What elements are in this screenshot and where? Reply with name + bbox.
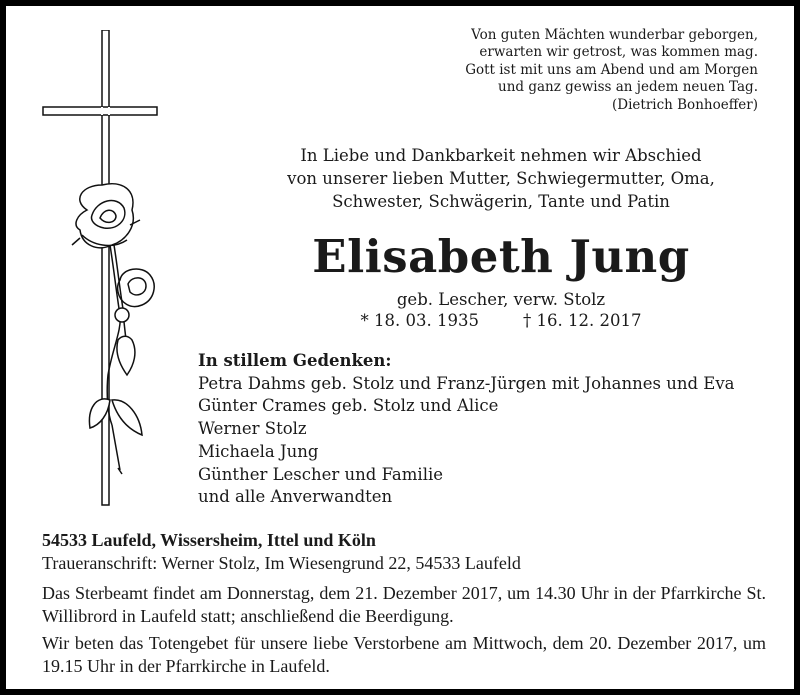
life-dates xyxy=(246,310,756,331)
mourner: Petra Dahms geb. Stolz und Franz-Jürgen mit Johannes und Eva xyxy=(198,373,735,393)
death-date: † 16. 12. 2017 xyxy=(523,311,642,330)
mourner: und alle Anverwandten xyxy=(198,487,393,507)
quote-line: Gott ist mit uns am Abend und am Morgen xyxy=(465,61,758,78)
funeral-notice: Das Sterbeamt findet am Donnerstag, dem 21. Dezember 2017, um 14.30 Uhr in der Pfarrkirche St. Willibrord in Laufeld statt; anschließend die Beerdigung. xyxy=(42,583,766,626)
mourner: Werner Stolz xyxy=(198,419,307,439)
intro-line: von unserer lieben Mutter, Schwiegermutter, Oma, xyxy=(287,169,715,188)
mourning-address: Traueranschrift: Werner Stolz, Im Wiesengrund 22, 54533 Laufeld xyxy=(42,552,521,573)
prayer-notice: Wir beten das Totengebet für unsere liebe Verstorbene am Mittwoch, dem 20. Dezember 2017, um 19.15 Uhr in der Pfarrkirche in Laufeld. xyxy=(42,633,766,676)
locations: 54533 Laufeld, Wissersheim, Ittel und Köln xyxy=(42,530,376,550)
quote-line: und ganz gewiss an jedem neuen Tag. xyxy=(498,79,758,96)
mourner: Michaela Jung xyxy=(198,441,319,461)
intro-line: In Liebe und Dankbarkeit nehmen wir Abschied xyxy=(300,146,702,165)
quote-line: Von guten Mächten wunderbar geborgen, xyxy=(471,27,758,43)
mourners-list xyxy=(198,350,735,509)
birth-names: geb. Lescher, verw. Stolz xyxy=(396,290,606,309)
quote-line: erwarten wir getrost, was kommen mag. xyxy=(479,44,758,61)
obituary-notice xyxy=(6,6,794,689)
footer-info xyxy=(42,529,766,677)
mourner: Günter Crames geb. Stolz und Alice xyxy=(198,396,499,416)
mourner: Günther Lescher und Familie xyxy=(198,464,444,484)
quote-author: (Dietrich Bonhoeffer) xyxy=(612,96,758,113)
farewell-intro xyxy=(246,144,756,213)
birth-date: * 18. 03. 1935 xyxy=(360,311,479,330)
bible-quote xyxy=(465,27,758,114)
cross-with-roses-icon xyxy=(42,30,192,510)
deceased-name: Elisabeth Jung xyxy=(312,230,690,283)
intro-line: Schwester, Schwägerin, Tante und Patin xyxy=(332,192,670,211)
mourners-heading: In stillem Gedenken: xyxy=(198,351,392,370)
